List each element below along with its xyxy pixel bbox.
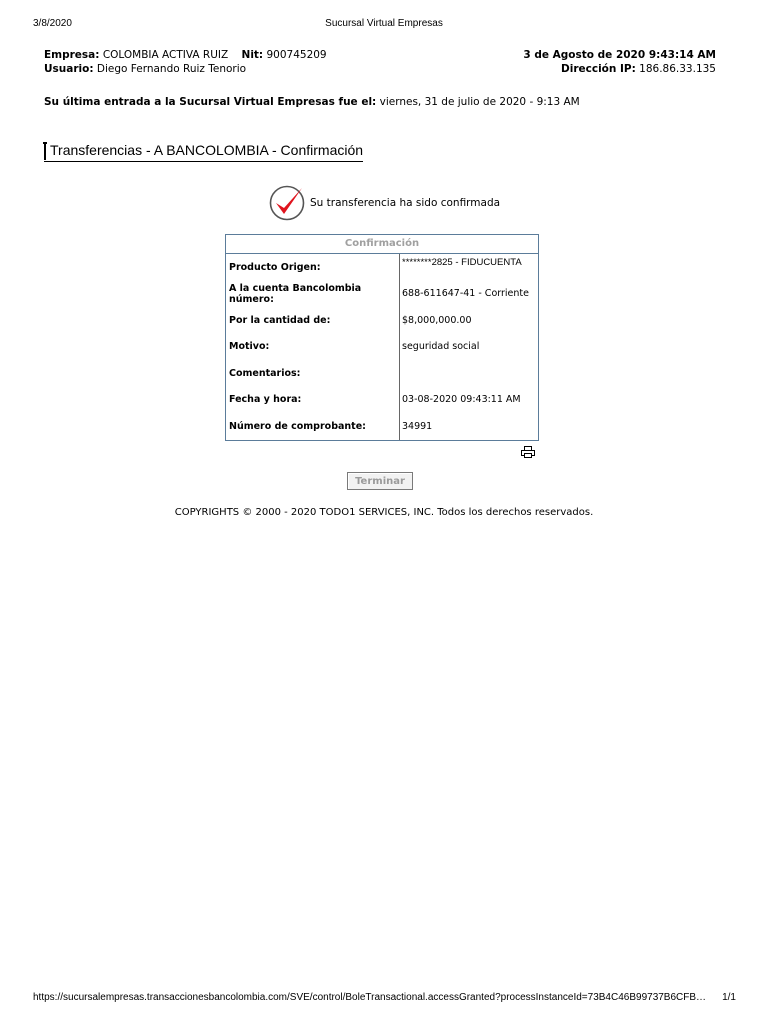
row-label-comprobante: Número de comprobante: [226, 413, 400, 440]
print-footer [0, 992, 768, 1006]
producto-origen-value: ********2825 - FIDUCUENTA [402, 257, 522, 268]
usuario-label: Usuario: [44, 63, 94, 75]
print-page-number: 1/1 [722, 992, 736, 1003]
check-circle-icon [268, 184, 306, 222]
title-marker-line [44, 144, 46, 160]
row-label-producto-origen: Producto Origen: [226, 254, 400, 281]
terminar-button[interactable]: Terminar [347, 472, 413, 490]
row-label-motivo: Motivo: [226, 334, 400, 361]
row-value-comentarios [400, 360, 538, 387]
print-page-title: Sucursal Virtual Empresas [325, 18, 443, 29]
empresa-label: Empresa: [44, 49, 100, 61]
ip-label: Dirección IP: [561, 63, 636, 75]
nit-label: Nit: [241, 49, 264, 61]
table-row [226, 307, 538, 334]
copyright: COPYRIGHTS © 2000 - 2020 TODO1 SERVICES, INC. Todos los derechos reservados. [174, 507, 594, 518]
row-value-cantidad: $8,000,000.00 [402, 314, 472, 326]
row-value-fecha-hora: 03-08-2020 09:43:11 AM [402, 394, 521, 406]
printer-icon[interactable] [521, 446, 535, 458]
table-row [226, 360, 538, 387]
row-value-comprobante: 34991 [402, 420, 433, 432]
table-row [226, 254, 538, 281]
row-label-cantidad: Por la cantidad de: [226, 307, 400, 334]
last-entry [44, 96, 580, 108]
ip-info [561, 62, 716, 76]
row-value-motivo: seguridad social [402, 341, 480, 353]
session-info [44, 48, 716, 76]
confirmation-table-header: Confirmación [226, 235, 538, 254]
row-label-cuenta-destino: A la cuenta Bancolombia número: [226, 281, 400, 308]
row-label-fecha-hora: Fecha y hora: [226, 387, 400, 414]
confirmation-text: Su transferencia ha sido confirmada [310, 197, 501, 209]
table-row [226, 387, 538, 414]
row-label-comentarios: Comentarios: [226, 360, 400, 387]
info-row-user [44, 62, 716, 76]
row-value-cuenta-destino: 688-611647-41 - Corriente [402, 288, 529, 300]
print-header [0, 18, 768, 32]
table-row [226, 413, 538, 440]
empresa-value: COLOMBIA ACTIVA RUIZ [102, 49, 229, 61]
ip-value: 186.86.33.135 [639, 63, 716, 75]
info-row-company [44, 48, 716, 62]
last-entry-label: Su última entrada a la Sucursal Virtual Empresas fue el: [44, 96, 377, 108]
row-value-producto-origen [400, 254, 538, 281]
nit-value: 900745209 [266, 49, 327, 61]
section-title [44, 142, 363, 162]
confirmation-table [225, 234, 539, 441]
confirmation-message [268, 184, 500, 222]
table-row [226, 334, 538, 361]
session-datetime: 3 de Agosto de 2020 9:43:14 AM [523, 49, 716, 61]
last-entry-value: viernes, 31 de julio de 2020 - 9:13 AM [379, 96, 580, 108]
table-row [226, 281, 538, 308]
section-title-text: Transferencias - A BANCOLOMBIA - Confirmación [50, 142, 364, 158]
print-date: 3/8/2020 [33, 18, 72, 29]
usuario-value: Diego Fernando Ruiz Tenorio [96, 63, 247, 75]
print-url: https://sucursalempresas.transaccionesbancolombia.com/SVE/control/BoleTransactional.accessGranted?processInstanceId=73B4C46B99737B6CFB… [33, 992, 707, 1003]
